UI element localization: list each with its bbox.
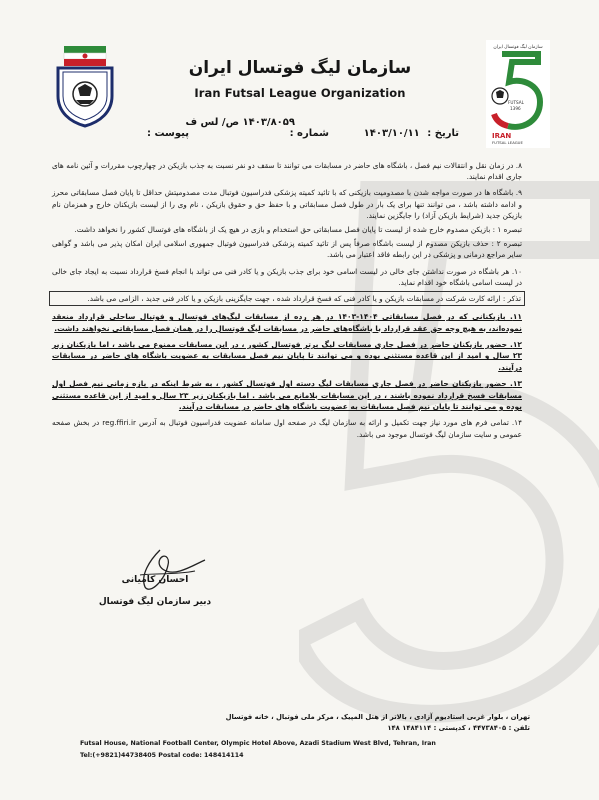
reminder-note: تذکر : ارائه کارت شرکت در مسابقات بازیکن و یا کادر فنی که فسخ قرارداد شده ، جهت جایگزینی بازیکن و یا کادر فنی جدید ، الزامی می باشد. [49, 291, 525, 306]
paragraph-13: ۱۳. حضور بازیکنان حاضر در فصل جاری مسابقات لیگ دسته اول فوتسال کشور ، به شرط اینکه در بازه زمانی نیم فصل اول مسابقات فسخ قرارداد نموده باشند ، در این مسابقات بلامانع می باشد . اما بازیکنان زیر ۲۳ سال و امید از این قاعده مستثنی بوده و می توانند تا پایان نیم فصل مسابقات به عضویت باشگاه های حاضر در مسابقات درآیند. [52, 379, 522, 412]
logo-caption: سازمان لیگ فوتسال ایران [493, 45, 543, 50]
federation-emblem-icon [50, 44, 120, 128]
paragraph-9: ۹. باشگاه ها در صورت مواجه شدن با مصدومیت بازیکنی که با تائید کمیته پزشکی فدراسیون فوتبال مدت مصدومیتش حداقل تا پایان فصل مسابقاتی محرز و ادامه داشته باشد ، می توانند تنها برای یک بار در طول فصل مسابقاتی و با حفظ حق و حقوق بازیکن ، نام وی را از لیست بازیکنان خارج و همزمان نام بازیکن جدید (شرایط بازیکن آزاد) را جایگزین نمایند. [52, 188, 522, 220]
footer-address-english: Futsal House, National Football Center, Olympic Hotel Above, Azadi Stadium West Blvd, Tehran, Iran [80, 740, 436, 747]
footer-phone-persian: تلفن : ۴۴۷۳۸۴۰۵ ، کدپستی : ۱۴۸۴۱۱۴ ۱۴۸ [387, 724, 530, 732]
number-value: ۱۴۰۳/۸۰۵۹ ص/ لس ف [185, 117, 295, 128]
svg-text:IRAN: IRAN [492, 132, 512, 140]
number-value-field [185, 117, 299, 128]
footer-address-persian: تهران ، بلوار غربی استادیوم آزادی ، بالاتر از هتل المپیک ، مرکز ملی فوتبال ، خانه فوتسال [225, 713, 530, 721]
date-value: ۱۴۰۳/۱۰/۱۱ [363, 128, 420, 139]
paragraph-8: ۸. در زمان نقل و انتقالات نیم فصل ، باشگاه های حاضر در مسابقات می توانند تا سقف دو نفر نسبت به جذب بازیکن در چهارچوب مقررات و آئین نامه های جاری اقدام نمایند. [52, 161, 522, 182]
svg-text:FUTSAL: FUTSAL [508, 100, 524, 105]
date-label: تاریخ : [427, 128, 459, 139]
number-field [290, 128, 329, 139]
svg-text:FUTSAL LEAGUE: FUTSAL LEAGUE [492, 140, 523, 145]
signer-name: احسان کامیانی [121, 575, 189, 585]
signature-icon [120, 545, 210, 600]
footer-english [80, 738, 520, 762]
organization-name-persian: سازمان لیگ فوتسال ایران [188, 58, 412, 78]
footer-phone-english: Tel:(+9821)44738405 Postal code: 148414114 [80, 752, 244, 759]
attachment-label: پیوست : [146, 128, 189, 139]
futsal-league-logo-icon [486, 40, 550, 148]
note-2: تبصره ۲ : حذف بازیکن مصدوم از لیست باشگاه صرفاً پس از تائید کمیته پزشکی فدراسیون فوتبال جمهوری اسلامی ایران امکان پذیر می باشد و گواهی سایر مراجع درمانی و پزشکی در این رابطه فاقد اعتبار می باشد. [52, 239, 522, 260]
paragraph-14: ۱۴. تمامی فرم های مورد نیاز جهت تکمیل و ارائه به سازمان لیگ در صفحه اول سامانه عضویت فدراسیون فوتبال به آدرس reg.ffiri.ir در بخش صفحه عمومی و سایت سازمان لیگ فوتسال موجود می باشد. [52, 418, 522, 439]
number-label: شماره : [289, 128, 329, 139]
attachment-field [147, 128, 189, 139]
paragraph-12: ۱۲. حضور بازیکنان حاضر در فصل جاری مسابقات لیگ برتر فوتسال کشور ، در این مسابقات ممنوع می باشد ، اما بازیکنان زیر ۲۳ سال و امید از این قاعده مستثنی بوده و می توانند تا پایان نیم فصل مسابقات به عضویت باشگاه های حاضر در مسابقات درآیند. [52, 340, 522, 372]
note-1: تبصره ۱ : بازیکن مصدوم خارج شده از لیست تا پایان فصل مسابقاتی حق استخدام و بازی در هیچ یک از باشگاه های فوتسال کشور را نخواهد داشت. [74, 225, 522, 235]
signer-title: دبیر سازمان لیگ فوتسال [98, 597, 212, 607]
svg-text:1396: 1396 [510, 106, 521, 111]
letter-body [52, 160, 522, 445]
date-field [364, 128, 459, 139]
footer-persian [80, 712, 530, 734]
organization-name-english: Iran Futsal League Organization [194, 86, 406, 100]
paragraph-10: ۱۰. هر باشگاه در صورت نداشتن جای خالی در لیست اسامی خود برای جذب بازیکن و یا کادر فنی می تواند با انجام فسخ قرارداد نسبت به ایجاد جای خالی در لیست اسامی باشگاه خود اقدام نماید. [52, 266, 522, 287]
paragraph-11: ۱۱. بازیکنانی که در فصل مسابقاتی ۱۴۰۴-۱۴۰۳ در هر رده از مسابقات لیگ‌های فوتسال و فوتبال ساحلی قرارداد منعقد نموده‌اند، به هیچ وجه حق عقد قرارداد با باشگاه‌های حاضر در مسابقات لیگ فوتسال را در همان فصل مسابقاتی نخواهند داشت. [52, 312, 522, 333]
